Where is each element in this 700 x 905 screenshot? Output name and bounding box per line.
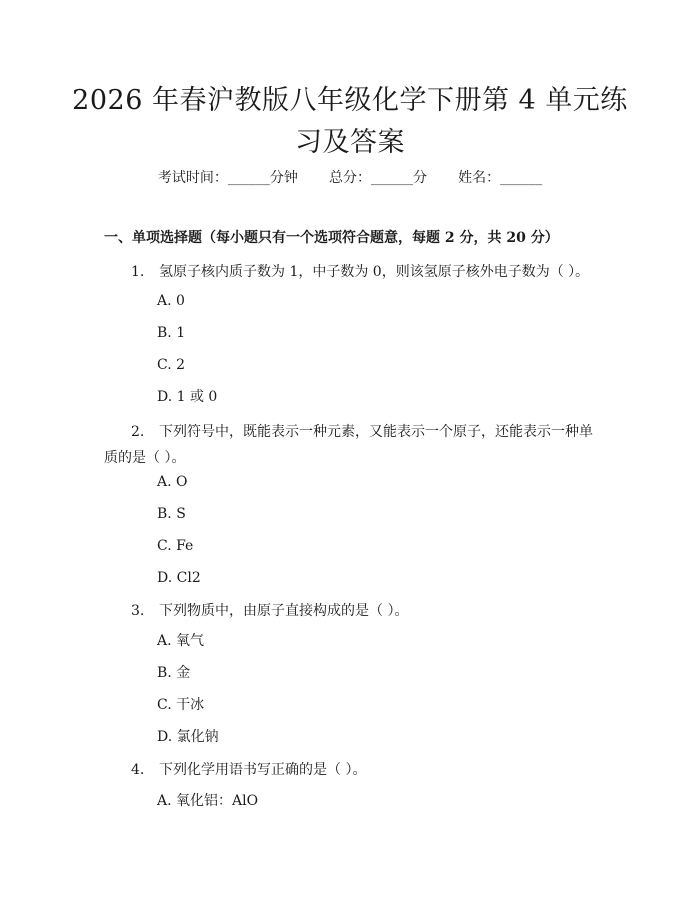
question-4 xyxy=(131,757,366,783)
option-3b: B. 金 xyxy=(157,665,191,681)
question-text: 氢原子核内质子数为 1，中子数为 0，则该氢原子核外电子数为（ ）。 xyxy=(159,264,590,280)
question-text: 下列化学用语书写正确的是（ ）。 xyxy=(159,762,367,778)
question-2 xyxy=(104,419,604,471)
question-text: 下列物质中，由原子直接构成的是（ ）。 xyxy=(159,603,409,619)
question-number: 3. xyxy=(131,603,145,619)
option-1a: A. 0 xyxy=(157,293,185,309)
question-1 xyxy=(131,259,589,285)
option-2d: D. Cl2 xyxy=(157,570,201,586)
option-3d: D. 氯化钠 xyxy=(157,729,219,745)
question-3 xyxy=(131,598,408,624)
option-2b: B. S xyxy=(157,506,186,522)
option-3c: C. 干冰 xyxy=(157,697,205,713)
option-1d: D. 1 或 0 xyxy=(157,389,218,405)
option-1c: C. 2 xyxy=(157,357,186,373)
option-3a: A. 氧气 xyxy=(157,633,205,649)
question-number: 2. xyxy=(131,424,145,440)
question-text: 下列符号中，既能表示一种元素，又能表示一个原子，还能表示一种单质的是（ ）。 xyxy=(104,424,593,466)
exam-info-line xyxy=(0,168,700,188)
section-title: 一、单项选择题（每小题只有一个选项符合题意，每题 2 分，共 20 分） xyxy=(104,230,559,246)
option-2a: A. O xyxy=(157,474,188,490)
question-number: 1. xyxy=(131,264,145,280)
option-2c: C. Fe xyxy=(157,538,194,554)
student-name-field: 姓名：______ xyxy=(458,170,543,186)
option-4a: A. 氧化铝：AlO xyxy=(157,793,259,809)
total-score-field: 总分：______分 xyxy=(329,170,427,186)
exam-time-field: 考试时间：______分钟 xyxy=(157,170,298,186)
question-number: 4. xyxy=(131,762,145,778)
document-title: 2026 年春沪教版八年级化学下册第 4 单元练习及答案 xyxy=(72,85,628,158)
option-1b: B. 1 xyxy=(157,325,186,341)
